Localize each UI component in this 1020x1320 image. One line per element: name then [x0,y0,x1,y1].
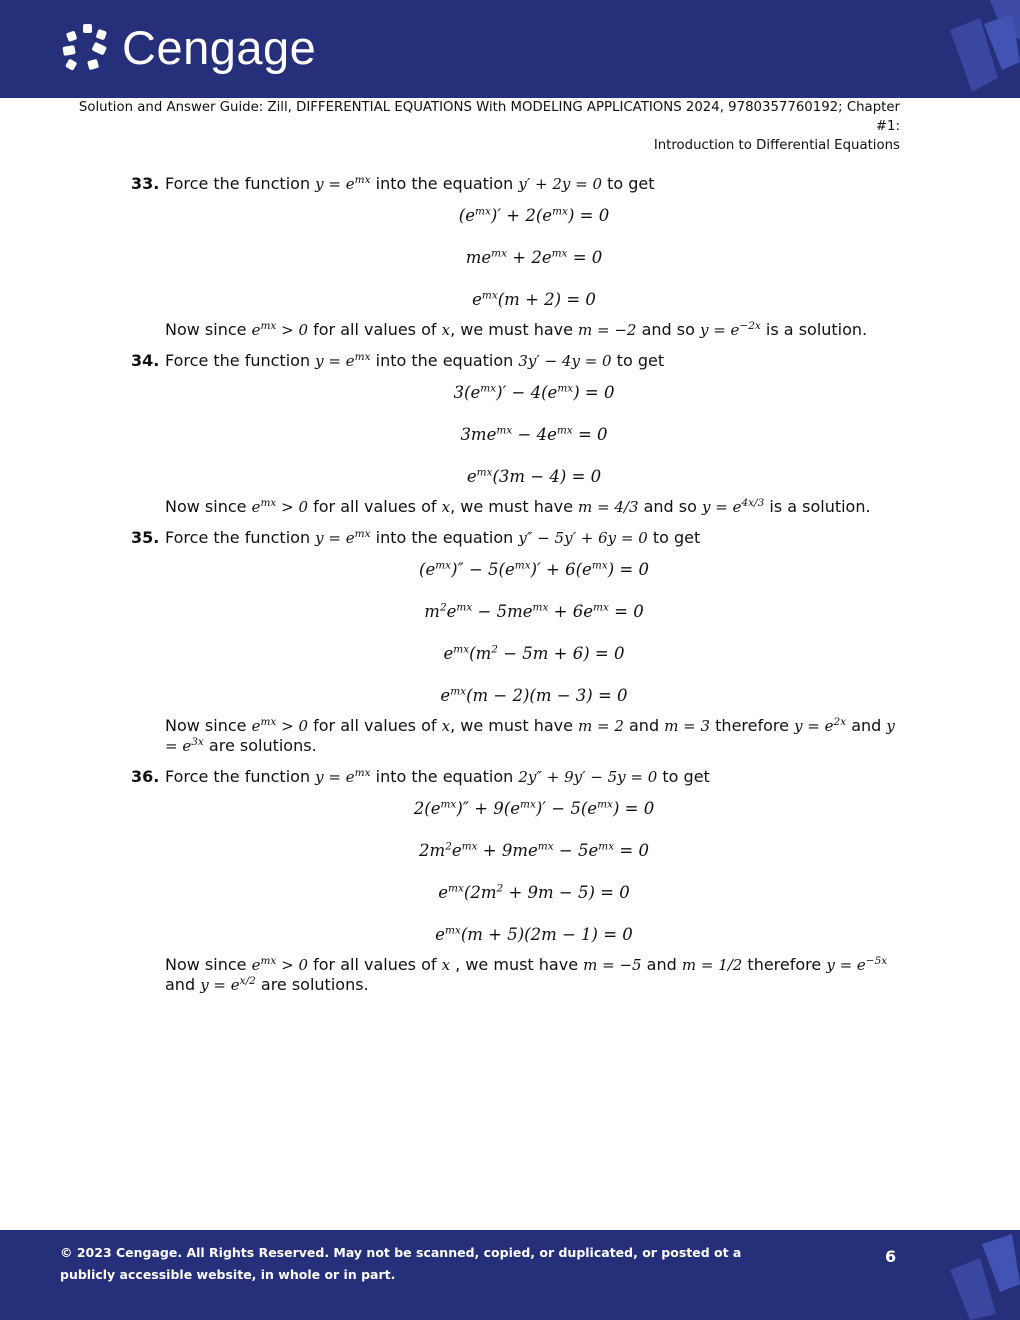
solutions-content [131,174,903,1006]
math-expression: m = 4/3 [578,498,639,516]
equation: $e^{mx}(m^2 - 5m + 6) = 0$ [443,643,625,663]
text-segment: into the equation [370,767,519,786]
math-expression: m = −5 [583,956,642,974]
math-expression: $y = e^{mx}$ [315,174,371,193]
problem-number: 33. [131,174,160,193]
problem-36 [131,767,903,995]
copyright-notice: © 2023 Cengage. All Rights Reserved. May not be scanned, copied, or duplicated, or posted ot a publicly accessible website, in whole or in part. [60,1245,742,1282]
math-expression: m = 1/2 [681,956,743,974]
text-segment: and so [636,320,700,339]
equation: $2(e^{mx})'' + 9(e^{mx})' - 5(e^{mx}) = 0$ [413,798,655,818]
equation: $e^{mx}(m - 2)(m - 3) = 0$ [440,685,628,705]
conclusion [165,955,903,995]
problem-statement [165,528,903,548]
math-expression: $e^{mx} > 0$ [251,955,309,974]
header-banner [0,0,1020,98]
math-expression: $y = e^{4x/3}$ [701,497,765,516]
text-segment: for all values of [308,716,442,735]
text-segment: and [641,955,682,974]
text-segment: to get [602,174,655,193]
text-segment: to get [647,528,701,547]
footer-banner [0,1230,1020,1320]
decorative-shapes [950,0,1020,98]
math-expression: $y = e^{-2x}$ [699,320,761,339]
math-expression: y″ − 5y′ + 6y = 0 [518,529,648,547]
math-expression: $e^{mx} > 0$ [251,320,309,339]
text-segment: for all values of [308,320,442,339]
equation: $m^2e^{mx} - 5me^{mx} + 6e^{mx} = 0$ [424,601,644,621]
header-line-2: Introduction to Differential Equations [653,138,900,153]
equation: $e^{mx}(2m^2 + 9m - 5) = 0$ [438,882,630,902]
text-segment: and so [638,497,702,516]
text-segment: and [846,716,887,735]
text-segment: into the equation [370,528,519,547]
equation: $me^{mx} + 2e^{mx} = 0$ [465,247,603,267]
equation: $3me^{mx} - 4e^{mx} = 0$ [460,424,608,444]
problem-34 [131,351,903,517]
math-expression: m = −2 [578,321,637,339]
math-expression: 3y′ − 4y = 0 [518,352,612,370]
math-expression: x [441,498,451,516]
problem-35 [131,528,903,756]
equation: $e^{mx}(m + 5)(2m - 1) = 0$ [435,924,633,944]
text-segment: , we must have [450,497,579,516]
text-segment: Now since [165,497,252,516]
cengage-logo [62,20,316,76]
text-segment: are solutions. [255,975,369,994]
math-expression: x [441,717,451,735]
math-expression: $y = e^{mx}$ [315,351,371,370]
text-segment: into the equation [370,351,519,370]
math-expression: $y = e^{mx}$ [315,528,371,547]
text-segment: Force the function [165,351,316,370]
text-segment: Now since [165,955,252,974]
math-expression: m = 2 [578,717,624,735]
problem-statement [165,174,903,194]
equation: $(e^{mx})'' - 5(e^{mx})' + 6(e^{mx}) = 0$ [419,559,649,579]
math-expression: $y = e^{3x}$ [165,717,895,755]
math-expression: $e^{mx} > 0$ [251,497,309,516]
text-segment: therefore [742,955,827,974]
equation: $(e^{mx})' + 2(e^{mx}) = 0$ [458,205,610,225]
problem-statement [165,767,903,787]
equation: $e^{mx}(3m - 4) = 0$ [466,466,602,486]
text-segment: and [165,975,201,994]
problem-number: 35. [131,528,160,547]
math-expression: $e^{mx} > 0$ [251,716,309,735]
equation-block [165,799,903,945]
text-segment: into the equation [370,174,519,193]
text-segment: , we must have [450,320,579,339]
text-segment: to get [611,351,665,370]
math-expression: m = 3 [664,717,711,735]
text-segment: for all values of [308,497,442,516]
text-segment: Force the function [165,767,316,786]
conclusion [165,320,903,340]
text-segment: are solutions. [203,736,317,755]
problem-statement [165,351,903,371]
document-header [60,98,900,155]
text-segment: , we must have [450,716,579,735]
text-segment: is a solution. [760,320,868,339]
cengage-logo-icon [62,22,114,74]
text-segment: Now since [165,320,252,339]
equation: $2m^2e^{mx} + 9me^{mx} - 5e^{mx} = 0$ [419,840,649,860]
math-expression: $y = e^{mx}$ [315,767,371,786]
text-segment: is a solution. [764,497,871,516]
equation-block [165,383,903,487]
equation-block [165,560,903,706]
math-expression: $y = e^{2x}$ [794,716,847,735]
brand-name: Cengage [122,21,317,74]
page-number: 6 [885,1247,897,1266]
equation-block [165,206,903,310]
math-expression: x [441,956,451,974]
math-expression: x [441,321,451,339]
equation: $3(e^{mx})' - 4(e^{mx}) = 0$ [453,382,615,402]
math-expression: $y = e^{-5x}$ [826,955,888,974]
text-segment: , we must have [450,955,584,974]
problem-33 [131,174,903,340]
math-expression: y′ + 2y = 0 [518,175,603,193]
text-segment: for all values of [308,955,442,974]
text-segment: Now since [165,716,252,735]
text-segment: to get [657,767,710,786]
math-expression: 2y″ + 9y′ − 5y = 0 [518,768,658,786]
text-segment: therefore [710,716,795,735]
conclusion [165,497,903,517]
decorative-shapes-footer [950,1230,1020,1320]
equation: $e^{mx}(m + 2) = 0$ [472,289,596,309]
math-expression: $y = e^{x/2}$ [200,975,256,994]
problem-number: 36. [131,767,160,786]
text-segment: Force the function [165,528,316,547]
conclusion [165,716,903,756]
header-line-1: Solution and Answer Guide: Zill, DIFFERENTIAL EQUATIONS With MODELING APPLICATIONS 2024, 9780357760192; Chapter #1: [78,100,900,134]
problem-number: 34. [131,351,160,370]
text-segment: Force the function [165,174,316,193]
text-segment: and [623,716,665,735]
